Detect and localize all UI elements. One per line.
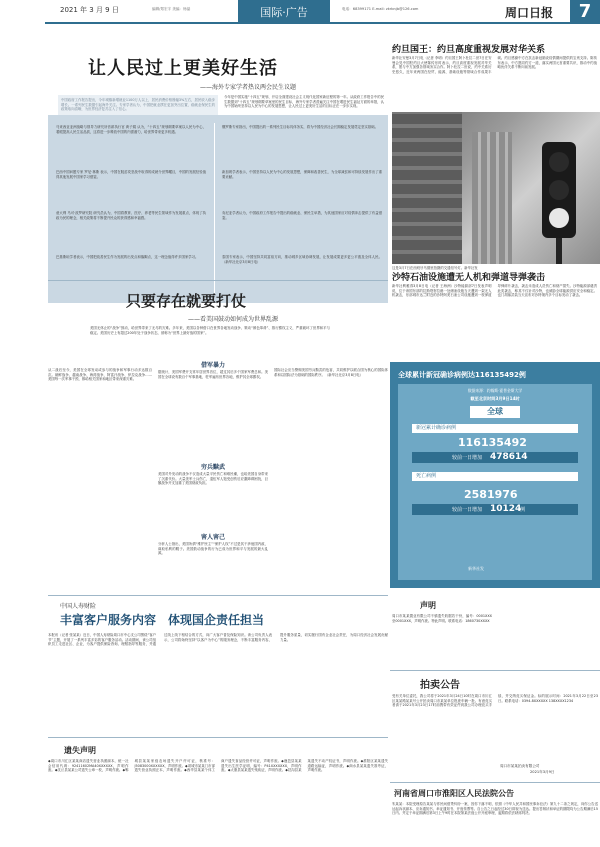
confirmed-new-label: 较前一日增加 bbox=[452, 455, 483, 461]
deaths-new-label: 较前一日增加 bbox=[452, 507, 483, 513]
insurance-body: 本报讯（记者 张某某）近日，中国人寿财险周口市中心支公司围绕“客户节”主题，开展了一系列丰富多彩的客户服务活动。活动期间，该公司组织员工走进社区、企业，为客户提供保险咨询、理赔指导等服务，并通过线上线下相结合的方式，向广大客户普及保险知识。该公司负责人表示，公司将始终坚持“以客户为中心”的服务理念，不断丰富服务内容，提升服务质量，切实履行国有企业社会责任，为周口经济社会发展贡献力量。 bbox=[48, 633, 388, 647]
subhead-2: 穷兵黩武 bbox=[200, 464, 225, 471]
infobox-source: 新华社发 bbox=[468, 566, 484, 571]
auction-top-rule bbox=[390, 670, 600, 671]
lost-title: 遗失声明 bbox=[64, 746, 96, 755]
lead-quote-2: 巴西中国问题专家 罗尼·林斯 表示，中国在脱贫攻坚战中取得的成就令世界瞩目，中国的发展经验值得其他发展中国家学习借鉴。 bbox=[56, 170, 206, 179]
lead-quote-6: 新加坡学者表示，中国坚持以人民为中心的发展思想，保障和改善民生，为全球减贫和可持续发展作出了重要贡献。 bbox=[222, 170, 382, 179]
lost-body: ◆周口市川汇区某某商店遗失营业执照副本，统一社会信用代码：92411602MA40XXXXXX，声明作废。◆沈丘县某某公司遗失公章一枚，声明作废。◆郸城县某某家庭农场遗失开户许可证，核准号：J5083000XXXXXX，声明作废。◆项城市某某门市部遗失营业执照正本，声明作废。◆西华县某某个体工商户遗失食品经营许可证，声明作废。◆鹿邑县某某遗失出生医学证明，编号：P41XXXXXXX，声明作废。◆太康县某某遗失残疾证，声明作废。◆扶沟县某某遗失不动产权证书，声明作废。◆淮阳区某某遗失道路运输证，声明作废。◆商水县某某遗失准考证，声明作废。 bbox=[48, 759, 388, 773]
confirmed-label: 新冠累计确诊病例 bbox=[412, 424, 578, 433]
insurance-top-rule bbox=[48, 595, 388, 596]
second-top-rule bbox=[48, 280, 388, 281]
lead-quote-8: 泰国专家表示，中国坚持共同富裕方向，推动城乡区域协调发展，让发展成果更多更公平惠及全体人民。（新华社北京3月8日电） bbox=[222, 255, 382, 264]
header-editor: 编辑/郑宏宇 美编：杨晶 bbox=[152, 7, 191, 11]
auction-notice bbox=[390, 670, 600, 780]
auction-date: 2021年3月9日 bbox=[530, 770, 555, 774]
confirmed-new-row bbox=[412, 452, 578, 463]
subhead-3: 害人害己 bbox=[200, 534, 225, 541]
infobox-region: 全球 bbox=[470, 406, 520, 418]
traffic-pole bbox=[556, 238, 562, 264]
building-right bbox=[472, 132, 512, 264]
declaration-body: 周口市某某置业有限公司不慎遗失收据若干份，编号：0001XXX至0001XXX，声明作废。特此声明。联系电话：1860730XXXX bbox=[392, 614, 492, 623]
auction-body: 受有关单位委托，我公司将于2021年3月24日10时在周口市川汇区某某路某某号公开拍卖周口市某某单位报废车辆一批。有意竞买者请于2021年3月23日17时前携带有效证件到我公司办理竞买手续，并交纳竞买保证金。标的展示时间：2021年3月22日至23日。联系电话：0394-8XXXXXX 138XXXX1234 bbox=[392, 694, 598, 708]
page-number: 7 bbox=[578, 1, 592, 22]
lead-title: 让人民过上更美好生活 bbox=[88, 58, 278, 79]
second-body-2: 据统计，美国军费开支常年居世界首位，超过其后多个国家军费总和。美国在全球设有数百个军事基地，驻军遍布世界各地，维护其全球霸权。 bbox=[158, 370, 268, 379]
lost-notices bbox=[48, 737, 388, 845]
saudi-title: 沙特石油设施遭无人机和弹道导弹袭击 bbox=[392, 273, 546, 283]
deaths-section: 死亡病例 bbox=[412, 472, 578, 481]
deaths-new-unit: 例 bbox=[520, 507, 526, 513]
second-intro: 美国无休止的“战争”鼓动，给世界带来了无尽的灾难。多年来，美国以各种借口在世界各地发动战争、策动“颜色革命”、推行霸权主义，严重破坏了世界和平与稳定。美国历史上有超过200年处于战争状态，被称为“世界上最好战的国家”。 bbox=[90, 326, 330, 335]
photo-caption: 这是3月7日在西班牙马德里拍摄的交通信号灯。新华社发 bbox=[392, 266, 478, 270]
covid-infobox bbox=[390, 362, 600, 588]
paper-logo bbox=[505, 2, 553, 21]
section-tab bbox=[238, 0, 330, 22]
subhead-1: 借军暴力 bbox=[200, 362, 225, 369]
infobox-note-2: 截至北京时间3月9日14时 bbox=[470, 396, 520, 401]
paper-name: 周口日报 bbox=[505, 6, 554, 20]
insurance-article bbox=[48, 595, 388, 735]
lead-quote-1: 马来西亚亚洲战略与领导力研究所首席执行官 黄子娟 认为，“十四五”规划纲要草案以人民为中心，着眼提高人民生活品质，这将进一步释放中国的内需潜力，给世界带来更多机遇。 bbox=[56, 125, 206, 134]
saudi-article bbox=[390, 270, 600, 360]
second-title: 只要存在就要打仗 bbox=[126, 292, 247, 310]
traffic-light-icon bbox=[542, 142, 576, 238]
saudi-body: 新华社利雅得3月8日电（记者 王海洲）沙特能源部7日发表声明说，位于该国东部的拉斯塔努拉港一处储油设施当天遭到一架无人机袭击，东部城市达兰附近的沙特阿美石油公司设施遭到一枚弹道导弹碎片袭击，袭击未造成人员伤亡和财产损失。沙特能源部谴责此类袭击，称其不仅针对沙特，也威胁全球能源供应安全和稳定。也门胡塞武装当天宣布对沙特境内多个目标发动了袭击。 bbox=[392, 284, 597, 298]
infobox-title: 全球累计新冠确诊病例达116135492例 bbox=[398, 371, 526, 379]
confirmed-new-value: 478614 bbox=[490, 452, 528, 462]
lead-quote-4: 巴基斯坦学者表示，中国把改善民生作为发展的出发点和落脚点，这一理念值得许多国家学习。 bbox=[56, 255, 199, 259]
second-subtitle: ——看美国鼓动如何成为世界乱源 bbox=[188, 316, 279, 323]
header-contact: 电话：68399171 E-mail: zkrbnjb@126.com bbox=[342, 7, 419, 11]
second-article bbox=[48, 280, 388, 592]
deaths-new-value: 10124 bbox=[490, 504, 522, 514]
auction-title: 拍卖公告 bbox=[420, 680, 460, 691]
second-body-4: 分析人士指出，美国所谓“维护民主”“保护人权”不过是其干涉他国内政、谋取私利的幌子。美国鼓动战争的行为已成为世界和平与发展的最大乱源。 bbox=[158, 542, 268, 556]
court-title: 河南省周口市淮阳区人民法院公告 bbox=[394, 789, 514, 798]
jordan-body: 新华社安曼3月7日电（记者 李明）约旦国王阿卜杜拉二世7日在安曼会见中国驻约旦大使陈传东时表示，约旦高度重视发展对华关系，愿与中方加强各领域务实合作。阿卜杜拉二世说，约中关系历史悠久，近年来两国在经贸、能源、基础设施等领域合作成果丰硕。约旦感谢中方在抗击新冠肺炎疫情期间提供的宝贵支持。陈传东表示，中方愿同约方一道，落实两国元首重要共识，推动中约战略伙伴关系不断向前发展。 bbox=[392, 56, 597, 74]
declaration-notice bbox=[390, 598, 600, 670]
deaths-new-row bbox=[412, 504, 578, 515]
header-date: 2021 年 3 月 9 日 bbox=[60, 6, 119, 14]
lead-quote-7: 肯尼亚学者认为，中国政府工作报告中提出的稳就业、保民生举措，为其他国家应对疫情冲击提供了有益借鉴。 bbox=[222, 211, 382, 220]
court-body: 朱某某：本院受理原告某某与你民间借贷纠纷一案，因你下落不明，依照《中华人民共和国民事诉讼法》第九十二条之规定，向你公告送达起诉状副本、应诉通知书、举证通知书、开庭传票等。自公告之日起经过30日即视为送达。提出答辩状和举证的期限均为公告期满后15日内。并定于举证期满后第3日上午9时在本院第某法庭公开开庭审理，逾期将依法缺席判决。 bbox=[392, 802, 598, 816]
second-body-1: 从二战后至今，美国在全球发动或参与的战争和军事行动多达数百次。朝鲜战争、越南战争、海湾战争、阿富汗战争、伊拉克战争……美国每一次军事干预，都给相关国家和地区带来深重灾难。 bbox=[48, 368, 152, 382]
jordan-title: 约旦国王：约旦高度重视发展对华关系 bbox=[392, 45, 546, 55]
lost-top-rule bbox=[48, 737, 388, 738]
page-number-box bbox=[570, 0, 600, 24]
lead-subtitle: ——海外专家学者热议两会民生议题 bbox=[200, 84, 297, 91]
second-body-3: 美国对外发动的战争不仅造成大量平民伤亡和难民潮，也给美国自身带来了沉重代价。大量美军士兵伤亡，退伍军人饱受创伤后应激障碍困扰，巨额战争开支加重了美国财政负担。 bbox=[158, 472, 268, 486]
infobox-inner bbox=[398, 384, 592, 580]
court-notice bbox=[390, 782, 600, 846]
insurance-tag: 中国人寿财险 bbox=[60, 603, 97, 610]
traffic-light-photo bbox=[392, 112, 600, 264]
lead-quote-3: 意大利 马可·波罗研究院 研究员认为，中国将教育、医疗、养老等民生领域作为发展重点，体现了执政为民的理念，相关政策将不断提升民众的获得感和幸福感。 bbox=[56, 211, 206, 220]
lead-intro: 今年是中国实施“十四五”规划、开启全面建设社会主义现代化国家新征程的第一年。从政府工作报告中的民生数据到“十四五”规划纲要草案里的民生目标，海外专家学者普遍关注中国在增进民生福祉方面的举措，认为中国始终坚持以人民为中心的发展思想，让人民过上更美好生活的目标正在一步步实现。 bbox=[224, 95, 384, 109]
confirmed-value: 116135492 bbox=[458, 436, 527, 449]
jordan-article bbox=[390, 40, 600, 275]
lead-quote-5: 俄罗斯专家指出，中国提出的一系列民生目标具体务实，将为中国经济社会长期稳定发展奠定坚实基础。 bbox=[222, 125, 378, 129]
masthead bbox=[0, 0, 600, 40]
building-left bbox=[392, 112, 462, 264]
lead-quote-divider bbox=[214, 123, 215, 293]
second-body-5: 国际社会应当警惕美国穷兵黩武的危害，共同维护以联合国为核心的国际体系和以国际法为基础的国际秩序。（新华社北京3月8日电） bbox=[274, 368, 388, 377]
insurance-title: 丰富客户服务内容 体现国企责任担当 bbox=[60, 613, 265, 627]
court-top-rule bbox=[390, 782, 600, 783]
lead-body-a-text: 中国政府工作报告提出，今年城镇新增就业1100万人以上，居民消费价格涨幅3%左右，居民收入稳步增长。一系列民生数据引起海外关注。专家学者认为，中国把就业摆在更加突出位置，稳就业保民生的政策取向清晰，为世界经济复苏注入了信心。 bbox=[61, 98, 215, 112]
lead-quote-panel bbox=[48, 115, 388, 303]
declaration-title: 声明 bbox=[420, 601, 436, 610]
deaths-value: 2581976 bbox=[464, 488, 518, 501]
section-label: 国际·广告 bbox=[260, 6, 308, 19]
lead-article bbox=[48, 40, 388, 280]
header-rule bbox=[45, 22, 600, 24]
infobox-note-1: 数据来源：约翰斯·霍普金斯大学 bbox=[467, 388, 523, 393]
auction-company: 周口市某某拍卖有限公司 bbox=[500, 764, 540, 768]
